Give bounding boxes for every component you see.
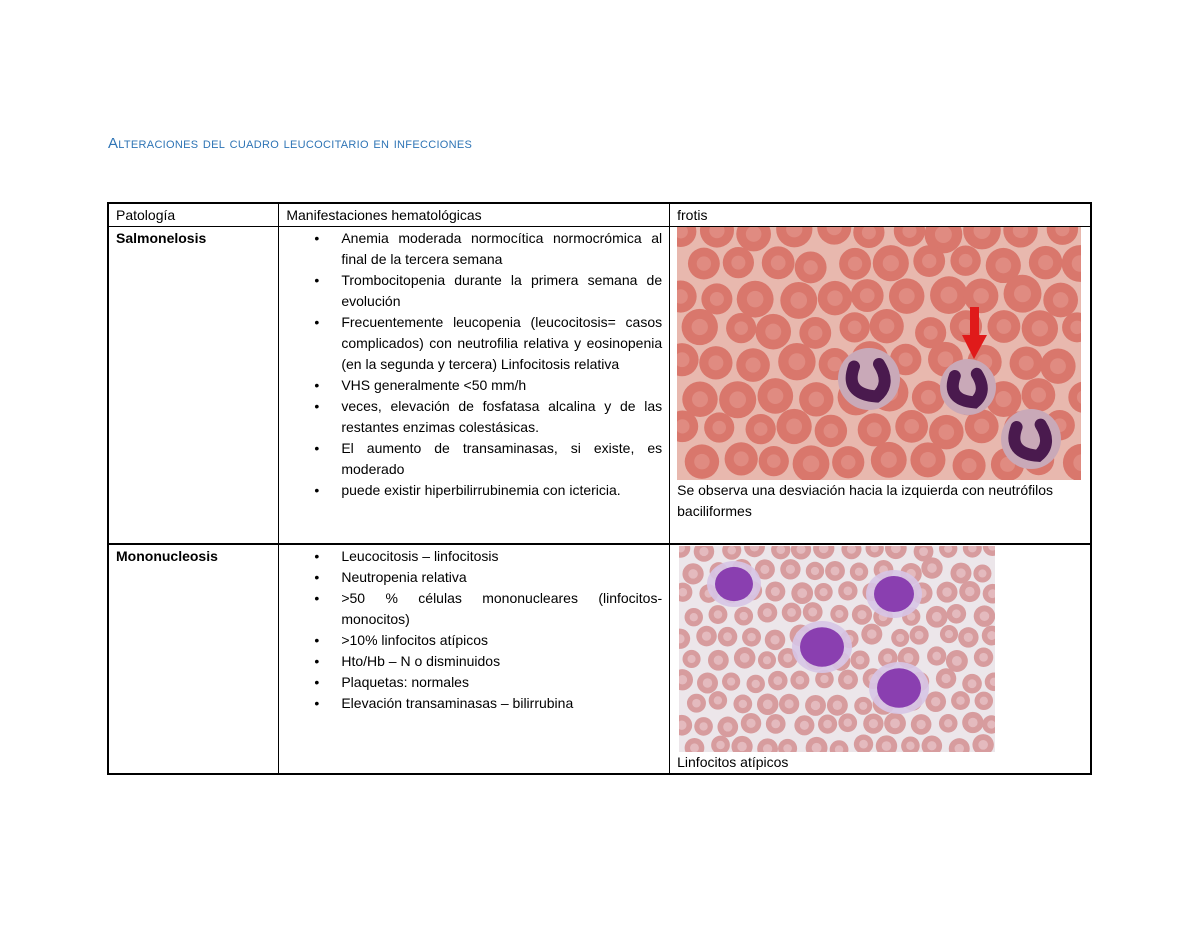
red-blood-cell-center	[716, 741, 724, 749]
manifestations-cell	[279, 544, 670, 774]
red-blood-cell-center	[786, 419, 802, 435]
red-blood-cell-center	[879, 318, 894, 333]
manifestations-list	[286, 228, 662, 501]
red-blood-cell-center	[956, 568, 965, 577]
red-blood-cell-center	[789, 353, 806, 370]
blood-smear-atypical-lymphocytes-image	[679, 546, 995, 752]
red-blood-cell-center	[690, 743, 699, 752]
list-item: • Trombocitopenia durante la primera semana de evolución	[341, 270, 662, 312]
red-blood-cell-center	[692, 319, 708, 335]
red-blood-cell-center	[906, 742, 914, 750]
list-item: • VHS generalmente <50 mm/h	[341, 375, 662, 396]
red-blood-cell-center	[858, 610, 867, 619]
red-blood-cell-center	[697, 256, 711, 270]
blood-smear-neutrophils-image	[677, 227, 1081, 480]
arrow-shaft	[970, 307, 979, 337]
red-blood-cell-center	[890, 718, 900, 728]
red-blood-cell-center	[700, 722, 708, 730]
list-item: • Frecuentemente leucopenia (leucocitosis= casos complicados) con neutrofilia relativa y eosinopenia (en la segunda y tercera) Linfocitosis relativa	[341, 312, 662, 375]
red-blood-cell-center	[978, 569, 986, 577]
red-blood-cell-center	[915, 631, 924, 640]
red-blood-cell-center	[959, 254, 973, 268]
red-blood-cell-center	[1053, 292, 1069, 308]
red-blood-cell-center	[920, 452, 936, 468]
red-blood-cell-center	[771, 587, 780, 596]
list-item: • Elevación transaminasas – bilirrubina	[341, 693, 662, 714]
red-blood-cell-center	[835, 610, 843, 618]
red-blood-cell-center	[867, 629, 876, 638]
red-blood-cell-center	[783, 653, 792, 662]
leukocyte-alterations-table	[107, 202, 1092, 775]
red-blood-cell-center	[771, 255, 786, 270]
red-blood-cell-center	[1038, 255, 1053, 270]
red-blood-cell-center	[884, 654, 893, 663]
salmonelosis-smear-image	[677, 227, 1081, 480]
red-blood-cell-center	[944, 719, 952, 727]
red-blood-cell-center	[932, 652, 941, 661]
red-blood-cell-center	[931, 697, 940, 706]
red-blood-cell-center	[1050, 358, 1066, 374]
red-blood-cell-center	[899, 288, 915, 304]
red-blood-cell-center	[767, 388, 783, 404]
pathology-name: Mononucleosis	[116, 548, 218, 564]
red-blood-cell-center	[922, 254, 936, 268]
lymphocyte-nucleus	[877, 668, 921, 708]
red-blood-cell-center	[996, 258, 1012, 274]
red-blood-cell-center	[860, 288, 875, 303]
red-blood-cell-center	[729, 391, 746, 408]
red-blood-cell-center	[1014, 285, 1031, 302]
red-blood-cell-center	[688, 569, 698, 579]
red-blood-cell-center	[904, 653, 914, 663]
lymphocyte-nucleus	[715, 567, 753, 601]
red-blood-cell-center	[714, 696, 722, 704]
red-blood-cell-center	[791, 292, 808, 309]
red-blood-cell-center	[824, 424, 839, 439]
list-item: • Neutropenia relativa	[341, 567, 662, 588]
red-blood-cell-center	[763, 656, 771, 664]
red-blood-cell-center	[841, 455, 856, 470]
red-blood-cell-center	[713, 421, 727, 435]
red-blood-cell-center	[786, 565, 795, 574]
red-blood-cell-center	[844, 718, 852, 726]
red-blood-cell-center	[723, 722, 732, 731]
red-blood-cell-center	[714, 610, 723, 619]
red-blood-cell-center	[952, 609, 961, 618]
red-blood-cell-center	[796, 676, 805, 685]
red-blood-cell-center	[899, 352, 913, 366]
red-blood-cell-center	[942, 587, 951, 596]
red-blood-cell-center	[968, 679, 977, 688]
red-blood-cell-center	[811, 567, 819, 575]
red-blood-cell-center	[965, 587, 975, 597]
red-blood-cell-center	[859, 740, 868, 749]
red-blood-cell-center	[692, 391, 708, 407]
red-blood-cell-center	[710, 292, 724, 306]
pathology-cell	[108, 227, 279, 545]
red-blood-cell-center	[804, 260, 818, 274]
list-item: • El aumento de transaminasas, si existe, es moderado	[341, 438, 662, 480]
red-blood-cell-center	[917, 720, 926, 729]
red-blood-cell-center	[714, 656, 723, 665]
red-blood-cell-center	[690, 613, 698, 621]
red-blood-cell-center	[734, 451, 749, 466]
red-blood-cell-center	[746, 357, 761, 372]
red-blood-cell-center	[808, 608, 817, 617]
red-blood-cell-center	[763, 699, 773, 709]
red-blood-cell-center	[1032, 320, 1048, 336]
red-blood-cell-center	[956, 696, 964, 704]
list-item: • Hto/Hb – N o disminuidos	[341, 651, 662, 672]
red-blood-cell-center	[979, 653, 988, 662]
red-blood-cell-center	[785, 699, 794, 708]
red-blood-cell-center	[727, 677, 735, 685]
red-blood-cell-center	[883, 255, 899, 271]
red-blood-cell-center	[735, 321, 749, 335]
table-row-salmonelosis	[108, 227, 1091, 545]
list-item: • puede existir hiperbilirrubinemia con ictericia.	[341, 480, 662, 501]
red-blood-cell-center	[980, 611, 990, 621]
red-blood-cell-center	[942, 674, 951, 683]
red-blood-cell-center	[739, 700, 747, 708]
red-blood-cell-center	[919, 547, 928, 556]
red-blood-cell-center	[904, 419, 919, 434]
header-cell-manifestations: Manifestaciones hematológicas	[279, 203, 670, 227]
red-blood-cell-center	[945, 630, 953, 638]
red-blood-cell-center	[803, 456, 820, 473]
red-blood-cell-center	[927, 563, 937, 573]
red-blood-cell-center	[938, 351, 954, 367]
red-blood-cell-center	[996, 391, 1012, 407]
manifestations-cell	[279, 227, 670, 545]
red-blood-cell-center	[797, 588, 807, 598]
red-blood-cell-center	[771, 719, 780, 728]
red-blood-cell-center	[771, 635, 780, 644]
red-blood-cell-center	[932, 612, 942, 622]
header-cell-smear: frotis	[670, 203, 1091, 227]
red-blood-cell-center	[731, 256, 745, 270]
red-blood-cell-center	[765, 324, 781, 340]
red-blood-cell-center	[703, 678, 712, 687]
red-blood-cell-center	[760, 565, 769, 574]
red-blood-cell-center	[973, 288, 989, 304]
smear-cell	[670, 227, 1091, 545]
red-blood-cell-center	[800, 721, 809, 730]
red-blood-cell-center	[723, 632, 732, 641]
red-blood-cell-center	[980, 697, 988, 705]
red-blood-cell-center	[859, 702, 867, 710]
list-item: • >50 % células mononucleares (linfocitos-monocitos)	[341, 588, 662, 630]
table-header-row	[108, 203, 1091, 227]
red-blood-cell-center	[692, 699, 701, 708]
red-blood-cell-center	[968, 718, 978, 728]
list-item: • >10% linfocitos atípicos	[341, 630, 662, 651]
red-blood-cell-center	[882, 741, 892, 751]
red-blood-cell-center	[787, 608, 796, 617]
lymphocyte-nucleus	[874, 576, 914, 612]
red-blood-cell-center	[924, 326, 938, 340]
smear-caption: Linfocitos atípicos	[677, 754, 789, 770]
red-blood-cell-center	[855, 568, 863, 576]
list-item: • Leucocitosis – linfocitosis	[341, 546, 662, 567]
red-blood-cell-center	[728, 546, 737, 555]
smear-caption: Se observa una desviación hacia la izquierda con neutrófilos baciliformes	[677, 482, 1054, 519]
red-blood-cell-center	[856, 656, 865, 665]
red-blood-cell-center	[974, 419, 989, 434]
red-blood-cell-center	[752, 680, 760, 688]
red-blood-cell-center	[827, 290, 842, 305]
red-blood-cell-center	[740, 612, 748, 620]
mononucleosis-smear-image	[679, 546, 995, 752]
red-blood-cell-center	[941, 287, 958, 304]
red-blood-cell-center	[848, 257, 862, 271]
red-blood-cell-center	[694, 454, 709, 469]
red-blood-cell-center	[823, 720, 832, 729]
red-blood-cell-center	[1031, 387, 1046, 402]
red-blood-cell-center	[808, 326, 822, 340]
manifestations-list	[286, 546, 662, 714]
red-blood-cell-center	[809, 392, 824, 407]
smear-cell	[670, 544, 1091, 774]
red-blood-cell-center	[939, 424, 955, 440]
red-blood-cell-center	[978, 740, 988, 750]
red-blood-cell-center	[740, 653, 750, 663]
red-blood-cell-center	[831, 566, 840, 575]
red-blood-cell-center	[848, 321, 862, 335]
table-row-mononucleosis	[108, 544, 1091, 774]
red-blood-cell-center	[702, 631, 711, 640]
red-blood-cell-center	[774, 676, 783, 685]
red-blood-cell-center	[964, 633, 973, 642]
list-item: • Plaquetas: normales	[341, 672, 662, 693]
list-item: • veces, elevación de fosfatasa alcalina y de las restantes enzimas colestásicas.	[341, 396, 662, 438]
lymphocyte-nucleus	[800, 627, 844, 667]
header-cell-pathology: Patología	[108, 203, 279, 227]
red-blood-cell-center	[1019, 356, 1034, 371]
red-blood-cell-center	[921, 390, 936, 405]
red-blood-cell-center	[688, 655, 696, 663]
red-blood-cell-center	[820, 675, 828, 683]
red-blood-cell-center	[811, 701, 820, 710]
red-blood-cell-center	[844, 587, 853, 596]
pathology-cell	[108, 544, 279, 774]
red-blood-cell-center	[833, 701, 842, 710]
red-blood-cell-center	[747, 291, 764, 308]
red-blood-cell-center	[709, 355, 724, 370]
red-blood-cell-center	[962, 458, 977, 473]
document-heading: Alteraciones del cuadro leucocitario en infecciones	[108, 135, 473, 152]
red-blood-cell-center	[699, 547, 708, 556]
red-blood-cell-center	[927, 741, 936, 750]
red-blood-cell-center	[896, 634, 904, 642]
red-blood-cell-center	[997, 319, 1012, 334]
pathology-name: Salmonelosis	[116, 230, 207, 246]
red-blood-cell-center	[820, 588, 828, 596]
red-blood-cell-center	[737, 742, 747, 752]
red-blood-cell-center	[747, 633, 756, 642]
red-blood-cell-center	[767, 454, 781, 468]
red-blood-cell-center	[881, 452, 897, 468]
red-blood-cell-center	[754, 422, 768, 436]
red-blood-cell-center	[747, 719, 756, 728]
red-blood-cell-center	[844, 675, 853, 684]
red-blood-cell-center	[869, 719, 878, 728]
list-item: • Anemia moderada normocítica normocrómica al final de la tercera semana	[341, 228, 662, 270]
red-blood-cell-center	[763, 608, 772, 617]
red-blood-cell-center	[952, 656, 962, 666]
red-blood-cell-center	[867, 422, 882, 437]
